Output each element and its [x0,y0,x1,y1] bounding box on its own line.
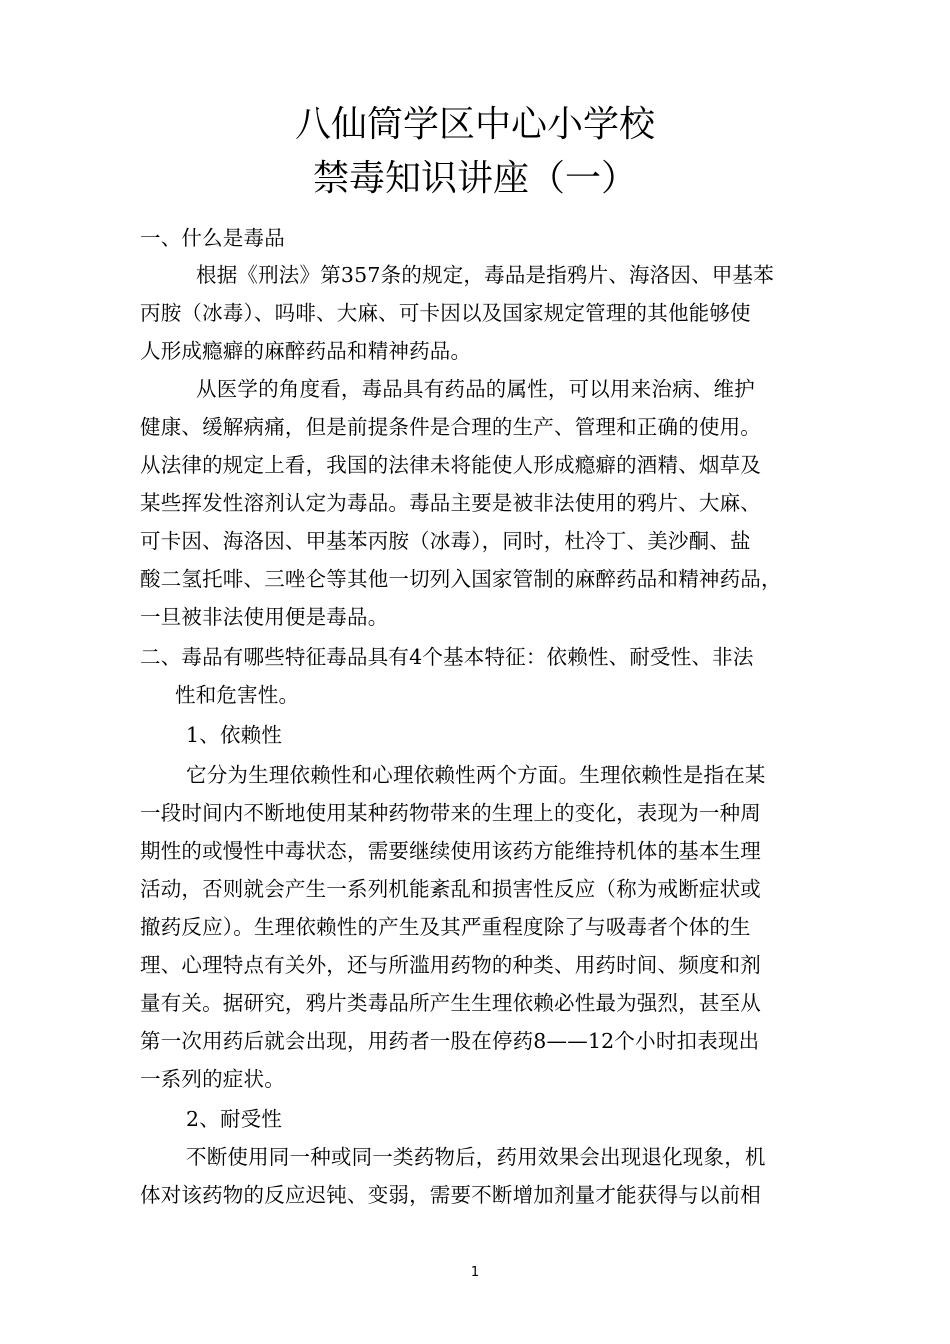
paragraph-line: 可卡因、海洛因、甲基苯丙胺（冰毒），同时，杜冷丁、美沙酮、盐 [140,529,751,553]
paragraph-line: 不断使用同一种或同一类药物后，药用效果会出现退化现象，机 [186,1145,766,1169]
paragraph-line: 性和危害性。 [175,683,300,707]
paragraph-line: 第一次用药后就会出现，用药者一股在停药8——12个小时扣表现出 [140,1029,760,1053]
paragraph-line: 它分为生理依赖性和心理依赖性两个方面。生理依赖性是指在某 [186,763,766,787]
paragraph-line: 健康、缓解病痛，但是前提条件是合理的生产、管理和正确的使用。 [140,415,761,439]
paragraph-line: 一系列的症状。 [140,1067,285,1091]
page-number: 1 [470,1265,480,1280]
subsection-heading: 1、依赖性 [186,723,283,747]
paragraph-line: 丙胺（冰毒）、吗啡、大麻、可卡因以及国家规定管理的其他能够使 [140,301,751,325]
paragraph-line: 一旦被非法使用便是毒品。 [140,605,389,629]
paragraph-line: 一段时间内不断地使用某种药物带来的生理上的变化，表现为一种周 [140,801,761,825]
paragraph-line: 人形成瘾癖的麻醉药品和精神药品。 [140,339,472,363]
paragraph-line: 量有关。据研究，鸦片类毒品所产生生理依赖必性最为强烈，甚至从 [140,991,761,1015]
paragraph-line: 理、心理特点有关外，还与所滥用药物的种类、用药时间、频度和剂 [140,953,761,977]
paragraph-line: 酸二氢托啡、三唑仑等其他一切列入国家管制的麻醉药品和精神药品， [140,567,782,591]
document-title: 八仙筒学区中心小学校 [294,104,655,145]
subsection-heading: 2、耐受性 [186,1107,283,1131]
section-heading-1: 一、什么是毒品 [140,226,285,250]
section-heading-2: 二、毒品有哪些特征毒品具有4个基本特征：依赖性、耐受性、非法 [140,645,754,669]
paragraph-line: 体对该药物的反应迟钝、变弱，需要不断增加剂量才能获得与以前相 [140,1183,761,1207]
paragraph-line: 撤药反应）。生理依赖性的产生及其严重程度除了与吸毒者个体的生 [140,915,751,939]
paragraph-line: 根据《刑法》第357条的规定，毒品是指鸦片、海洛因、甲基苯 [196,263,774,287]
paragraph-line: 从医学的角度看，毒品具有药品的属性，可以用来治病、维护 [196,377,755,401]
paragraph-line: 期性的或慢性中毒状态，需要继续使用该药方能维持机体的基本生理 [140,839,761,863]
document-subtitle: 禁毒知识讲座（一） [312,158,637,199]
paragraph-line: 某些挥发性溶剂认定为毒品。毒品主要是被非法使用的鸦片、大麻、 [140,491,761,515]
paragraph-line: 活动，否则就会产生一系列机能紊乱和损害性反应（称为戒断症状或 [140,877,761,901]
paragraph-line: 从法律的规定上看，我国的法律未将能使人形成瘾癖的酒精、烟草及 [140,453,761,477]
